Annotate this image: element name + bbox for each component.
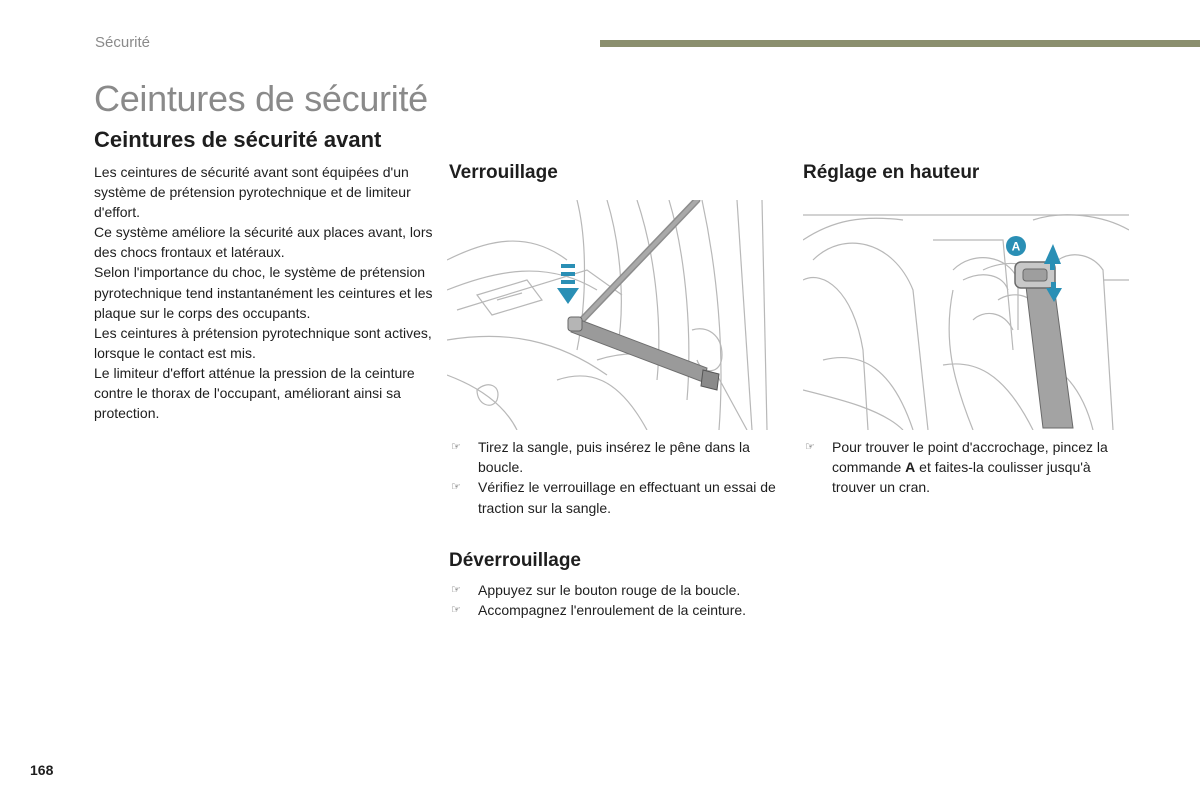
list-item: ☞ Pour trouver le point d'accrochage, pincez la commande A et faites-la coulisser jusqu'à trouver un cran. [805, 439, 1108, 496]
pointing-hand-icon: ☞ [805, 441, 815, 453]
pointing-hand-icon: ☞ [451, 481, 461, 494]
intro-text [94, 162, 434, 423]
section-label: Sécurité [95, 34, 151, 51]
section-subtitle: Ceintures de sécurité avant [94, 127, 382, 152]
callout-a-label: A [1011, 239, 1021, 254]
intro-paragraph: Les ceintures à prétension pyrotechnique sont actives, lorsque le contact est mis. [94, 324, 432, 361]
deverrouillage-heading: Déverrouillage [449, 550, 581, 571]
list-item: ☞ Accompagnez l'enroulement de la ceinture. [449, 600, 789, 620]
list-item: ☞ Vérifiez le verrouillage en effectuant un essai de traction sur la sangle. [451, 479, 776, 516]
reglage-bullets [803, 437, 1133, 498]
deverrouillage-bullets [449, 580, 789, 620]
pointing-hand-icon: ☞ [451, 441, 461, 453]
list-item: ☞ Appuyez sur le bouton rouge de la boucle. [449, 580, 789, 600]
intro-paragraph: Ce système améliore la sécurité aux places avant, lors des chocs frontaux et latéraux. [94, 224, 433, 261]
intro-paragraph: Selon l'importance du choc, le système de prétension pyrotechnique tend instantanément les ceintures et les plaque sur le corps des occupants. [94, 264, 433, 321]
verrouillage-bullets [449, 437, 779, 518]
reglage-illustration [803, 200, 1129, 430]
reglage-heading: Réglage en hauteur [803, 162, 980, 183]
command-a-label: A [905, 459, 916, 476]
pointing-hand-icon: ☞ [451, 604, 461, 617]
page-title: Ceintures de sécurité [94, 78, 428, 119]
pointing-hand-icon: ☞ [451, 584, 461, 596]
intro-paragraph: Les ceintures de sécurité avant sont équipées d'un système de prétension pyrotechnique et de limiteur d'effort. [94, 164, 411, 221]
verrouillage-illustration [447, 200, 773, 430]
page-number: 168 [30, 762, 54, 778]
list-item: ☞ Tirez la sangle, puis insérez le pêne dans la boucle. [451, 439, 750, 476]
intro-paragraph: Le limiteur d'effort atténue la pression de la ceinture contre le thorax de l'occupant, améliorant ainsi sa protection. [94, 364, 415, 422]
verrouillage-heading: Verrouillage [449, 162, 558, 183]
header-accent-bar [600, 40, 1200, 47]
